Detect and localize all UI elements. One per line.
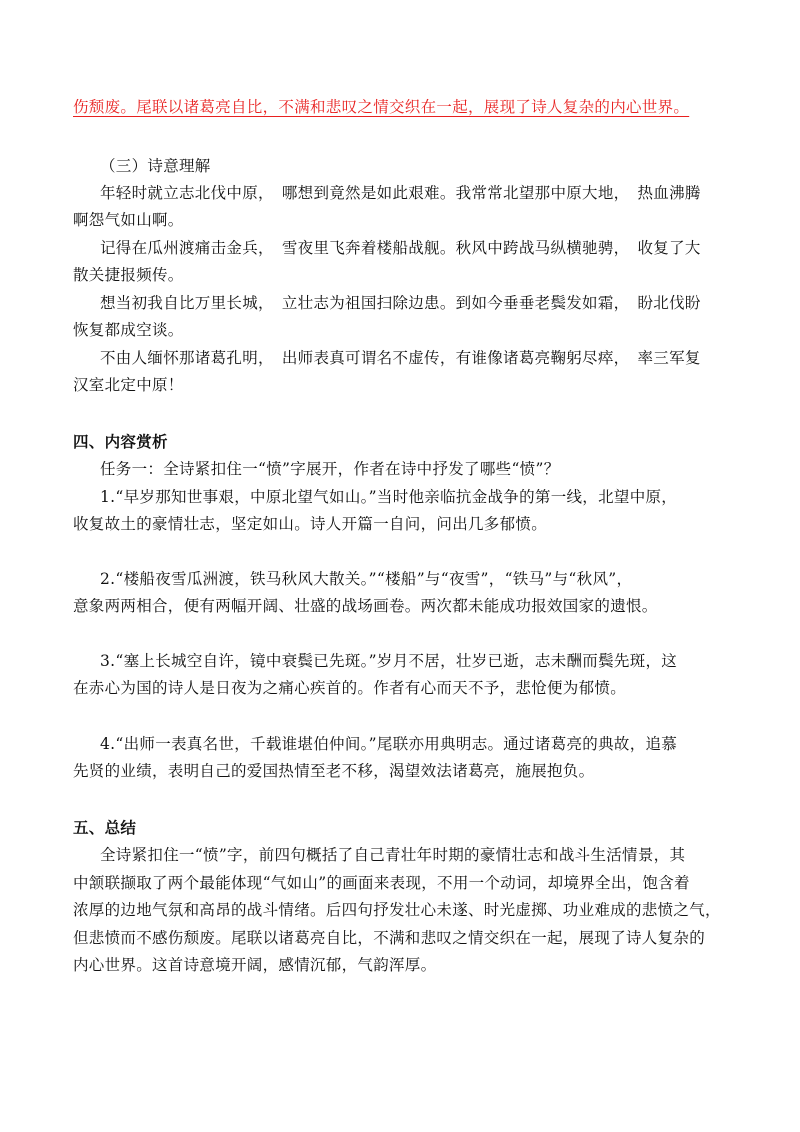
section4-item1-line1: 1.“早岁那知世事艰，中原北望气如山。”当时他亲临抗金战争的第一线，北望中原，: [100, 488, 678, 506]
section4-item1-line2: 收复故土的豪情壮志，坚定如山。诗人开篇一自问，问出几多郁愤。: [73, 515, 548, 533]
section5-line5: 内心世界。这首诗意境开阔，感情沉郁，气韵浑厚。: [73, 956, 437, 974]
section3-p4-line1: 不由人缅怀那诸葛孔明， 出师表真可谓名不虚传，有谁像诸葛亮鞠躬尽瘁， 率三军复: [100, 349, 701, 367]
section3-p3-line2: 恢复都成空谈。: [73, 321, 184, 339]
section5-line3: 浓厚的边地气氛和高昂的战斗情绪。后四句抒发壮心未遂、时光虚掷、功业难成的悲愤之气，: [73, 901, 721, 919]
section4-task: 任务一：全诗紧扣住一“愤”字展开，作者在诗中抒发了哪些“愤”？: [100, 460, 560, 478]
section5-line1: 全诗紧扣住一“愤”字，前四句概括了自己青壮年时期的豪情壮志和战斗生活情景，其: [100, 846, 686, 864]
section4-item2-line1: 2.“楼船夜雪瓜洲渡，铁马秋风大散关。”“楼船”与“夜雪”，“铁马”与“秋风”，: [100, 570, 633, 588]
section4-item4-line2: 先贤的业绩，表明自己的爱国热情至老不移，渴望效法诸葛亮，施展抱负。: [73, 762, 595, 780]
section3-p2-line1: 记得在瓜州渡痛击金兵， 雪夜里飞奔着楼船战舰。秋风中跨战马纵横驰骋， 收复了大: [100, 239, 701, 257]
section5-line4: 但悲愤而不感伤颓废。尾联以诸葛亮自比，不满和悲叹之情交织在一起，展现了诗人复杂的: [73, 929, 706, 947]
section4-item2-line2: 意象两两相合，便有两幅开阔、壮盛的战场画卷。两次都未能成功报效国家的遗恨。: [73, 597, 658, 615]
section4-item4-line1: 4.“出师一表真名世，千载谁堪伯仲间。”尾联亦用典明志。通过诸葛亮的典故，追慕: [100, 735, 678, 753]
section3-p1-line1: 年轻时就立志北伐中原， 哪想到竟然是如此艰难。我常常北望那中原大地， 热血沸腾: [100, 184, 701, 202]
section3-p2-line2: 散关捷报频传。: [73, 266, 184, 284]
section3-title: （三）诗意理解: [100, 157, 211, 175]
highlighted-continuation-line: 伤颓废。尾联以诸葛亮自比，不满和悲叹之情交织在一起，展现了诗人复杂的内心世界。: [73, 98, 690, 116]
section4-item3-line1: 3.“塞上长城空自许，镜中衰鬓已先斑。”岁月不居，壮岁已逝，志未酬而鬓先斑，这: [100, 652, 678, 670]
section3-p3-line1: 想当初我自比万里长城， 立壮志为祖国扫除边患。到如今垂垂老鬓发如霜， 盼北伐盼: [100, 294, 701, 312]
section5-heading: 五、总结: [73, 819, 137, 837]
section3-p1-line2: 啊怨气如山啊。: [73, 211, 184, 229]
section4-item3-line2: 在赤心为国的诗人是日夜为之痛心疾首的。作者有心而天不予，悲怆便为郁愤。: [73, 679, 627, 697]
section5-line2: 中颔联撷取了两个最能体现“气如山”的画面来表现，不用一个动词，却境界全出，饱含着: [73, 874, 690, 892]
section3-p4-line2: 汉室北定中原！: [73, 376, 184, 394]
section4-heading: 四、内容赏析: [73, 433, 168, 451]
